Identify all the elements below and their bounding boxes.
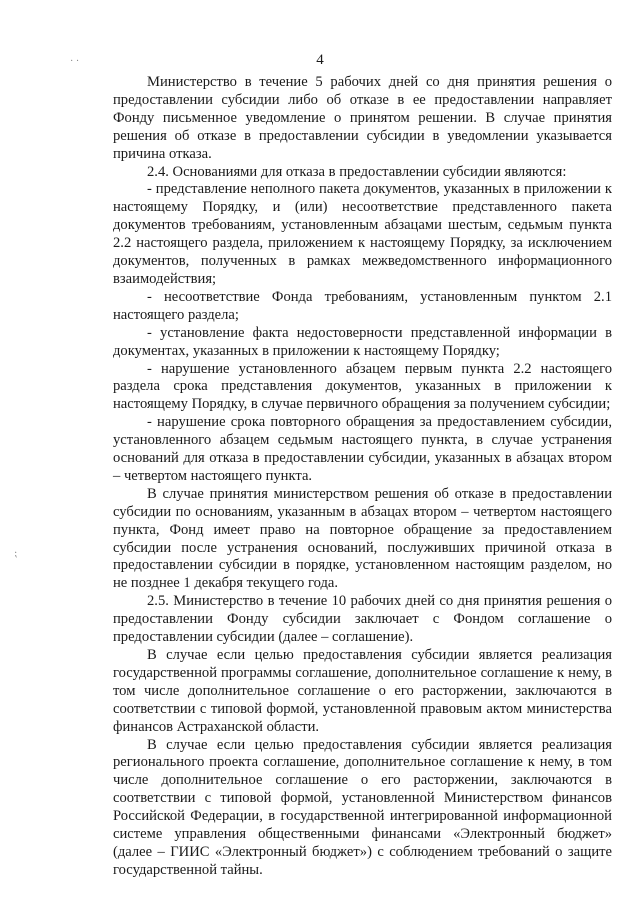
paragraph-regional-project: В случае если целью предоставления субсидии является реализация регионального проекта соглашение, дополнительное соглашение к нему, в том числе дополнительное соглашение о его расторжении, заключаются в соответствии с типовой формой, установленной Министерством финансов Российской Федерации, в государственной интегрированной информационной системе управления общественными финансами «Электронный бюджет» (далее – ГИИС «Электронный бюджет») с соблюдением требований о защите государственной тайны. — [113, 736, 612, 878]
page-number: 4 — [316, 52, 324, 68]
paragraph-section-2-5: 2.5. Министерство в течение 10 рабочих дней со дня принятия решения о предоставлении Фонду субсидии заключает с Фондом соглашение о предоставлении субсидии (далее – соглашение). — [113, 593, 612, 646]
document-body — [113, 74, 612, 880]
paragraph-section-2-4: 2.4. Основаниями для отказа в предоставлении субсидии являются: — [147, 163, 567, 180]
list-item-incomplete-package: - представление неполного пакета документов, указанных в приложении к настоящему Порядку, и (или) несоответствие представленного пакета документов требованиям, установленным абзацами шестым, седьмым пункта 2.2 настоящего раздела, приложением к настоящему Порядку, за исключением документов, полученных в рамках межведомственного информационного взаимодействия; — [113, 181, 612, 287]
paragraph-notification: Министерство в течение 5 рабочих дней со дня принятия решения о предоставлении субсидии либо об отказе в ее предоставлении направляет Фонду письменное уведомление о принятом решении. В случае принятия решения об отказе в предоставлении субсидии в уведомлении указывается причина отказа. — [113, 74, 612, 162]
list-item-repeat-deadline-violation: - нарушение срока повторного обращения за предоставлением субсидии, установленного абзацем седьмым настоящего пункта, в случае устранения оснований для отказа в предоставлении субсидии, указанных в абзацах втором – четвертом настоящего пункта. — [113, 414, 612, 484]
list-item-false-information: - установление факта недостоверности представленной информации в документах, указанных в приложении к настоящему Порядку; — [113, 324, 612, 359]
list-item-fund-noncompliance: - несоответствие Фонда требованиям, установленным пунктом 2.1 настоящего раздела; — [113, 288, 612, 323]
paragraph-repeat-application: В случае принятия министерством решения об отказе в предоставлении субсидии по основаниям, указанным в абзацах втором – четвертом настоящего пункта, Фонд имеет право на повторное обращение за предоставлением субсидии после устранения оснований, послуживших причиной отказа в предоставлении субсидии в порядке, установленном настоящим разделом, но не позднее 1 декабря текущего года. — [113, 485, 612, 592]
scan-speck: · · — [70, 56, 80, 67]
list-item-deadline-violation: - нарушение установленного абзацем первым пункта 2.2 настоящего раздела срока представления документов, указанных в приложении к настоящему Порядку, в случае первичного обращения за получением субсидии; — [113, 360, 612, 413]
paragraph-state-program: В случае если целью предоставления субсидии является реализация государственной программы соглашение, дополнительное соглашение к нему, в том числе дополнительное соглашение о его расторжении, заключаются в соответствии с типовой формой, установленной правовым актом министерства финансов Астраханской области. — [113, 647, 612, 735]
scan-speck: ⁏ — [14, 548, 18, 559]
